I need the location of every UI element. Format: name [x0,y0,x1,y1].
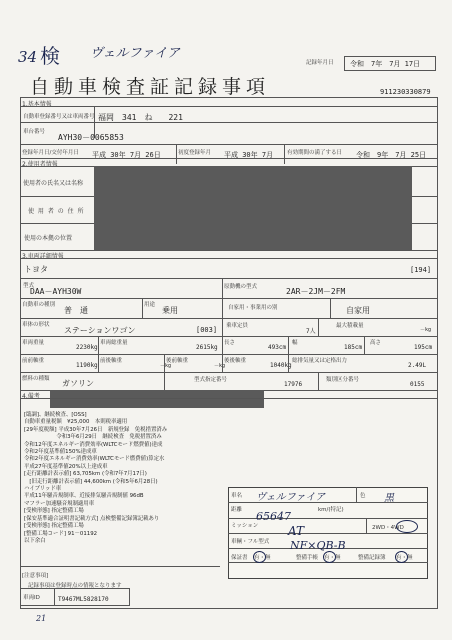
expiry-date-value: 令和 9年 7月 25日 [356,151,427,159]
chassis-number-value: AYH30－0065853 [58,133,124,142]
redacted-remarks-header [50,390,264,408]
engine-model-label: 原動機の型式 [224,284,258,290]
vehicle-weight-value: 2230kg [76,344,98,351]
registration-number-label: 自動車登録番号又は車両番号 [23,114,95,120]
model-label: 型式 [23,283,35,289]
length-value: 493cm [268,344,287,351]
capacity-value: 7人 [306,328,316,335]
first-registration-label: 初度登録年月 [178,150,212,156]
body-shape-label: 車体の形状 [22,322,50,328]
fuel-type-value: ガソリン [62,379,94,388]
memo-transmission-value: AT [288,524,305,538]
business-type-label: 自家用・事業用の別 [228,305,278,311]
memo-manual-value: 有・無 [324,555,341,561]
max-load-value: －kg [420,327,432,333]
fuel-type-label: 燃料の種類 [22,376,50,382]
memo-full-model-label: 車輌・フル型式 [231,539,270,545]
memo-mileage-label: 距離 [231,507,243,513]
gross-weight-label: 車両総重量 [100,340,128,346]
memo-warranty-label: 保証書 [231,555,248,561]
vehicle-weight-label: 車両重量 [22,340,45,346]
rear-rear-axle-value: 1040kg [270,362,292,369]
document-number: 911230330879 [380,88,431,96]
handwritten-inspection-mark: 検 [40,44,60,68]
memo-manual-label: 整備手帳 [296,555,319,561]
record-date-label: 記録年月日 [306,60,334,66]
memo-full-model-value: NF×QB-B [290,539,346,552]
capacity-label: 乗車定員 [226,323,249,329]
memo-color-value: 黒 [384,493,394,504]
length-label: 長さ [224,340,236,346]
front-front-axle-label: 前前軸重 [22,358,45,364]
memo-color-label: 色 [360,493,366,499]
memo-model-value: ヴェルファイア [256,492,326,503]
handwritten-lot-number: 34 [18,48,38,66]
handwritten-model-name: ヴェルファイア [90,46,180,61]
model-value: DAA－AYH30W [30,287,82,296]
memo-record-label: 整備記録簿 [358,555,386,561]
drive-selection-circle [396,520,418,533]
width-label: 幅 [292,340,298,346]
engine-model-value: 2AR－2JM－2FM [286,287,346,296]
vehicle-kind-value: 普 通 [64,306,88,315]
remarks-text: [臨調]、継続検査、[OSS] 自動車重量税額 ¥25,000 本則税率適用 [29年度税額] 平成30年7月26日 新規登録 免税措置済み 令和3年6月29日 継続検査 免税措置済み 令和12年度エネルギー消費効率(WLTCモード燃費値)達成 令和2年度基準値150%達成車 令和2年度エネルギー消費効率(WLTCモード燃費値)算定水 平成27年度基準値20%以上達成車 [走行距離計表示値] 63,705km (令和7年7月17日) [旧走行距離計表示値] 44,600km (令和5年6月28日) ハイブリッド車 平成11年騒音規制車、近接排気騒音規制値 96dB マフラー加速騒音規制適用車 [受検形態] 指定整備工場 [保安基準適合証明書記載方式] 点検整備記録簿記載あり [受検形態] 指定整備工場 [整備工場コード] 91－01192 以下余白 [24,412,168,544]
displacement-label: 総排気量又は定格出力 [292,358,348,364]
rear-front-axle-value: －kg [214,363,226,369]
section-basic-info-label: 1.基本情報 [22,101,52,108]
notice-label: [注意事項] [22,573,49,579]
document-title: 自動車検査証記録事項 [30,76,271,98]
maker-code: [194] [410,266,432,274]
warranty-yes-circle [253,551,266,563]
body-shape-code: [003] [196,326,218,334]
vehicle-id-label: 車両ID [23,595,40,601]
memo-model-label: 車名 [231,493,243,499]
expiry-date-label: 有効期間の満了する日 [287,150,343,156]
memo-mileage-value: 65647 [256,510,291,523]
record-date-value: 令和 7年 7月 17日 [350,60,421,68]
height-label: 高さ [370,340,382,346]
height-value: 195cm [414,344,433,351]
memo-record-value: 有・無 [396,555,413,561]
front-rear-axle-label: 前後軸重 [100,358,123,364]
vehicle-kind-label: 自動車の種別 [22,302,56,308]
memo-drive-value: 2WD・4WD [372,525,404,531]
first-registration-value: 平成 30年 7月 [224,151,274,159]
memo-warranty-value: 有・無 [254,555,271,561]
section-user-info-label: 2.使用者情報 [22,161,58,168]
front-rear-axle-value: －kg [160,363,172,369]
user-name-label: 使用者の氏名又は名称 [23,180,84,187]
notice-text: 記録事項は登録時点の情報となります [28,583,122,589]
redacted-user-info [94,166,412,250]
handwritten-page-number: 21 [36,614,47,623]
record-yes-circle [395,551,408,563]
manual-yes-circle [323,551,336,563]
registration-number-value: 福岡 341 ね 221 [98,113,183,122]
max-load-label: 最大積載量 [336,323,364,329]
rear-front-axle-label: 後前軸重 [166,358,189,364]
vehicle-id-value: T9467ML5828170 [58,596,109,603]
memo-mileage-unit: km/(特記) [318,507,344,513]
use-label: 用途 [144,302,156,308]
front-front-axle-value: 1190kg [76,362,98,369]
section-remarks-label: 4.備考 [22,393,40,400]
rear-rear-axle-label: 後後軸重 [224,358,247,364]
body-shape-value: ステーションワゴン [64,326,136,335]
chassis-number-label: 車台番号 [23,129,46,135]
registration-date-label: 登録年月日/交付年月日 [22,150,79,156]
type-number-label: 型式指定番号 [194,377,228,383]
registration-date-value: 平成 30年 7月 26日 [92,151,161,159]
business-type-value: 自家用 [346,306,370,315]
gross-weight-value: 2615kg [196,344,218,351]
width-value: 185cm [344,344,363,351]
memo-transmission-label: ミッション [231,523,259,529]
user-address-label: 使 用 者 の 住 所 [28,208,85,215]
class-number-label: 類別区分番号 [326,377,360,383]
type-number-value: 17976 [284,381,303,388]
use-value: 乗用 [162,306,178,315]
maker-value: トヨタ [24,265,48,274]
displacement-value: 2.49L [408,362,427,369]
class-number-value: 0155 [410,381,425,388]
section-vehicle-detail-label: 3.車両詳細情報 [22,253,64,260]
base-location-label: 使用の本拠の位置 [24,235,73,242]
